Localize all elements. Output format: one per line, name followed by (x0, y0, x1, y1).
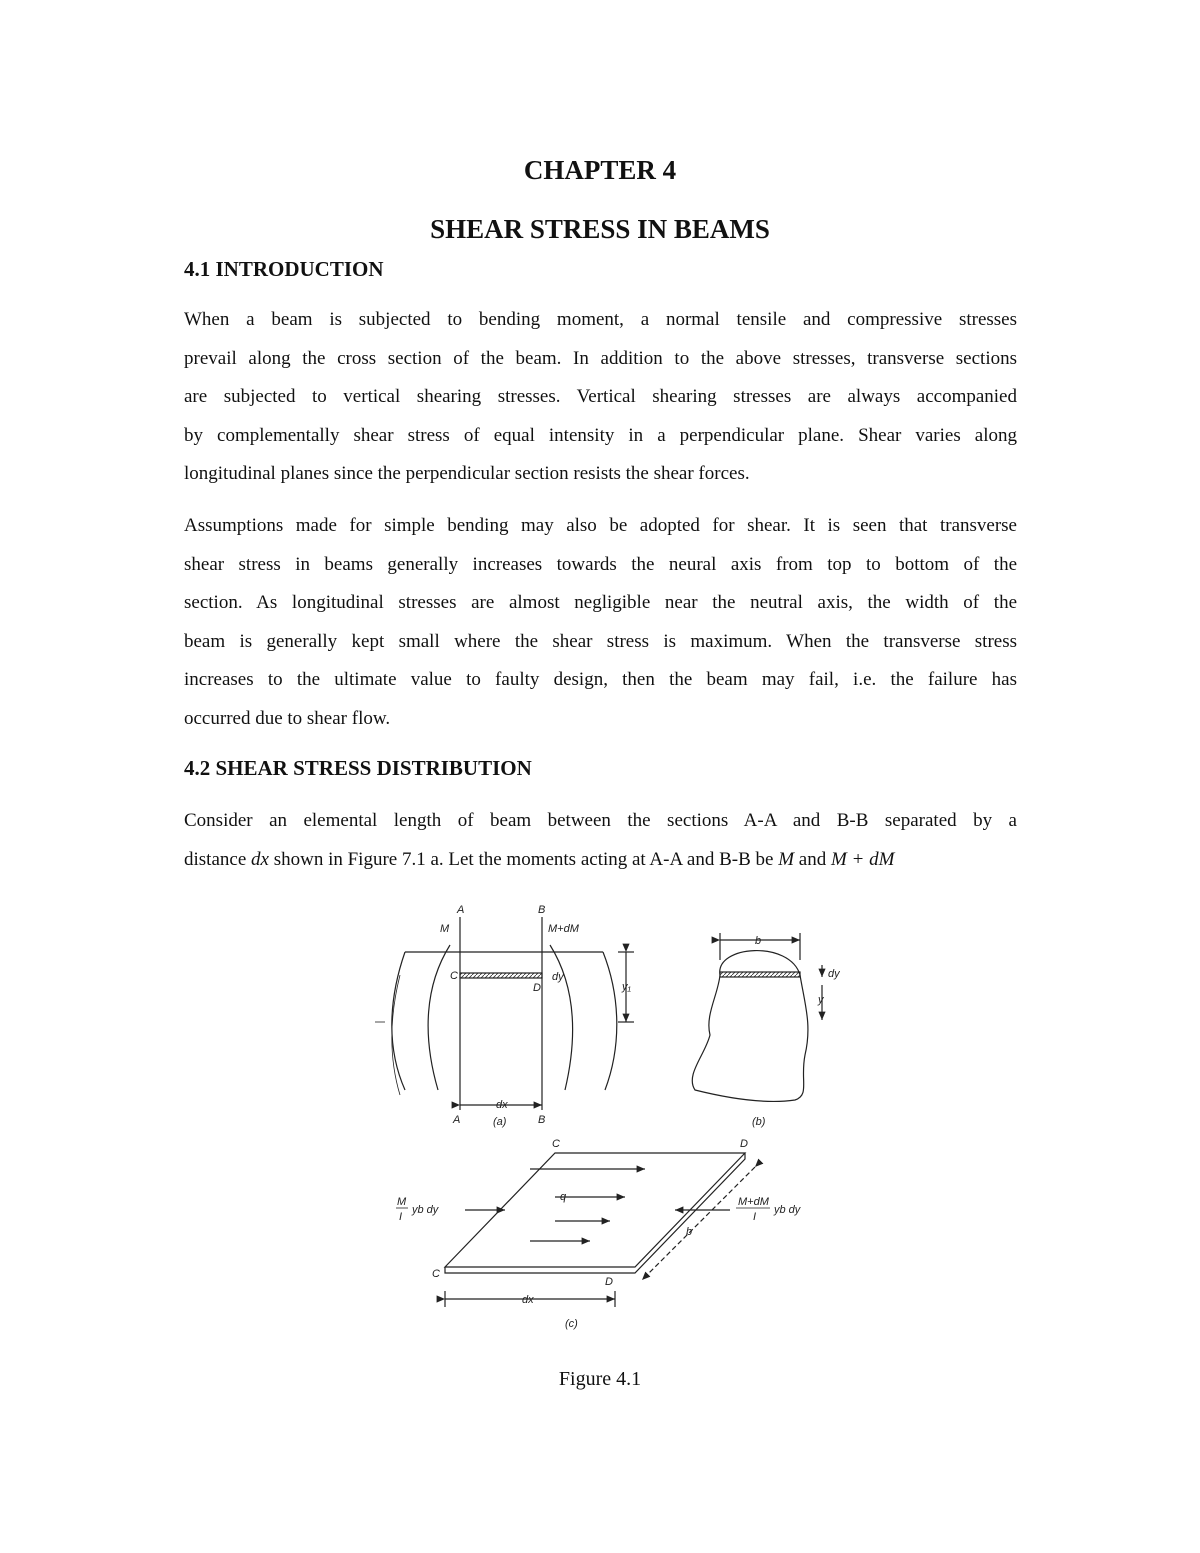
chapter-number: CHAPTER 4 (523, 155, 677, 185)
beam-right-curve (603, 952, 617, 1090)
figure-4-1-diagram (360, 895, 840, 1345)
text-line: increases to the ultimate value to faulty design, then the beam may fail, i.e. the failure has (184, 669, 1017, 690)
text-line: prevail along the cross section of the beam. In addition to the above stresses, transverse sections (184, 347, 1017, 369)
caption-c: (c) (565, 1318, 578, 1330)
text-run: and (794, 848, 831, 870)
left-force-expression: yb dy (412, 1204, 439, 1216)
intro-paragraph-2 (184, 507, 1017, 738)
text-line: section. As longitudinal stresses are almost negligible near the neutral axis, the width of the (184, 592, 1017, 613)
label-A-bottom: A (453, 1114, 461, 1126)
label-C-c-bottom: C (432, 1268, 440, 1280)
shear-strip-a (460, 973, 542, 978)
label-A-top: A (457, 904, 465, 916)
text-line: Consider an elemental length of beam between the sections A-A and B-B separated by a (184, 810, 1017, 831)
text-line: occurred due to shear flow. (184, 707, 391, 729)
beam-left-outer-curve (392, 975, 400, 1095)
text-line: shear stress in beams generally increases towards the neural axis from top to bottom of the (184, 553, 1017, 575)
caption-a: (a) (493, 1116, 507, 1128)
text-line (184, 841, 1017, 880)
left-force-M: M (397, 1196, 407, 1208)
label-dx-c: dx (522, 1294, 534, 1306)
label-B-top: B (538, 904, 546, 916)
caption-b: (b) (752, 1116, 766, 1128)
right-force-I: I (753, 1211, 757, 1223)
section-heading-distribution: 4.2 SHEAR STRESS DISTRIBUTION (184, 756, 532, 780)
figure-caption: Figure 4.1 (558, 1368, 642, 1390)
math-M: M (778, 848, 795, 870)
math-M-plus-dM: M + dM (830, 848, 895, 870)
text-line: Assumptions made for simple bending may also be adopted for shear. It is seen that transverse (184, 515, 1017, 536)
text-line: by complementally shear stress of equal intensity in a perpendicular plane. Shear varies along (184, 424, 1017, 446)
text-line: beam is generally kept small where the shear stress is maximum. When the transverse stress (184, 630, 1017, 652)
label-q: q (560, 1191, 567, 1203)
right-force-expression: yb dy (774, 1204, 801, 1216)
left-force-I: I (399, 1211, 403, 1223)
text-run: distance (184, 848, 252, 870)
label-dx-a: dx (496, 1099, 508, 1111)
chapter-title: SHEAR STRESS IN BEAMS (430, 214, 770, 244)
label-M: M (440, 923, 450, 935)
text-line: When a beam is subjected to bending moment, a normal tensile and compressive stresses (184, 309, 1017, 330)
label-b-side: b (686, 1226, 693, 1238)
label-D-c-bottom: D (605, 1276, 613, 1288)
shear-strip-b (720, 972, 800, 977)
label-D-c-top: D (740, 1138, 748, 1150)
label-dy: dy (552, 971, 564, 983)
distribution-paragraph (184, 802, 1017, 879)
label-B-bottom: B (538, 1114, 546, 1126)
label-b-width: b (755, 935, 762, 947)
section-heading-introduction: 4.1 INTRODUCTION (184, 257, 384, 281)
label-D: D (533, 982, 541, 994)
label-y-b: y (818, 994, 824, 1006)
label-y1: y₁ (622, 981, 631, 993)
label-dy-b: dy (828, 968, 840, 980)
moment-curve-left (428, 945, 450, 1090)
text-line: are subjected to vertical shearing stresses. Vertical shearing stresses are always accompanied (184, 386, 1017, 407)
beam-left-curve (392, 952, 405, 1090)
label-M-plus-dM: M+dM (548, 923, 579, 935)
moment-curve-right (550, 945, 573, 1090)
text-line: longitudinal planes since the perpendicular section resists the shear forces. (184, 463, 750, 484)
label-C-c-top: C (552, 1138, 560, 1150)
right-force-numerator: M+dM (738, 1196, 769, 1208)
label-C: C (450, 970, 458, 982)
math-dx: dx (251, 848, 269, 870)
text-run: shown in Figure 7.1 a. Let the moments acting at A-A and B-B be (268, 848, 779, 870)
intro-paragraph-1 (184, 301, 1017, 494)
